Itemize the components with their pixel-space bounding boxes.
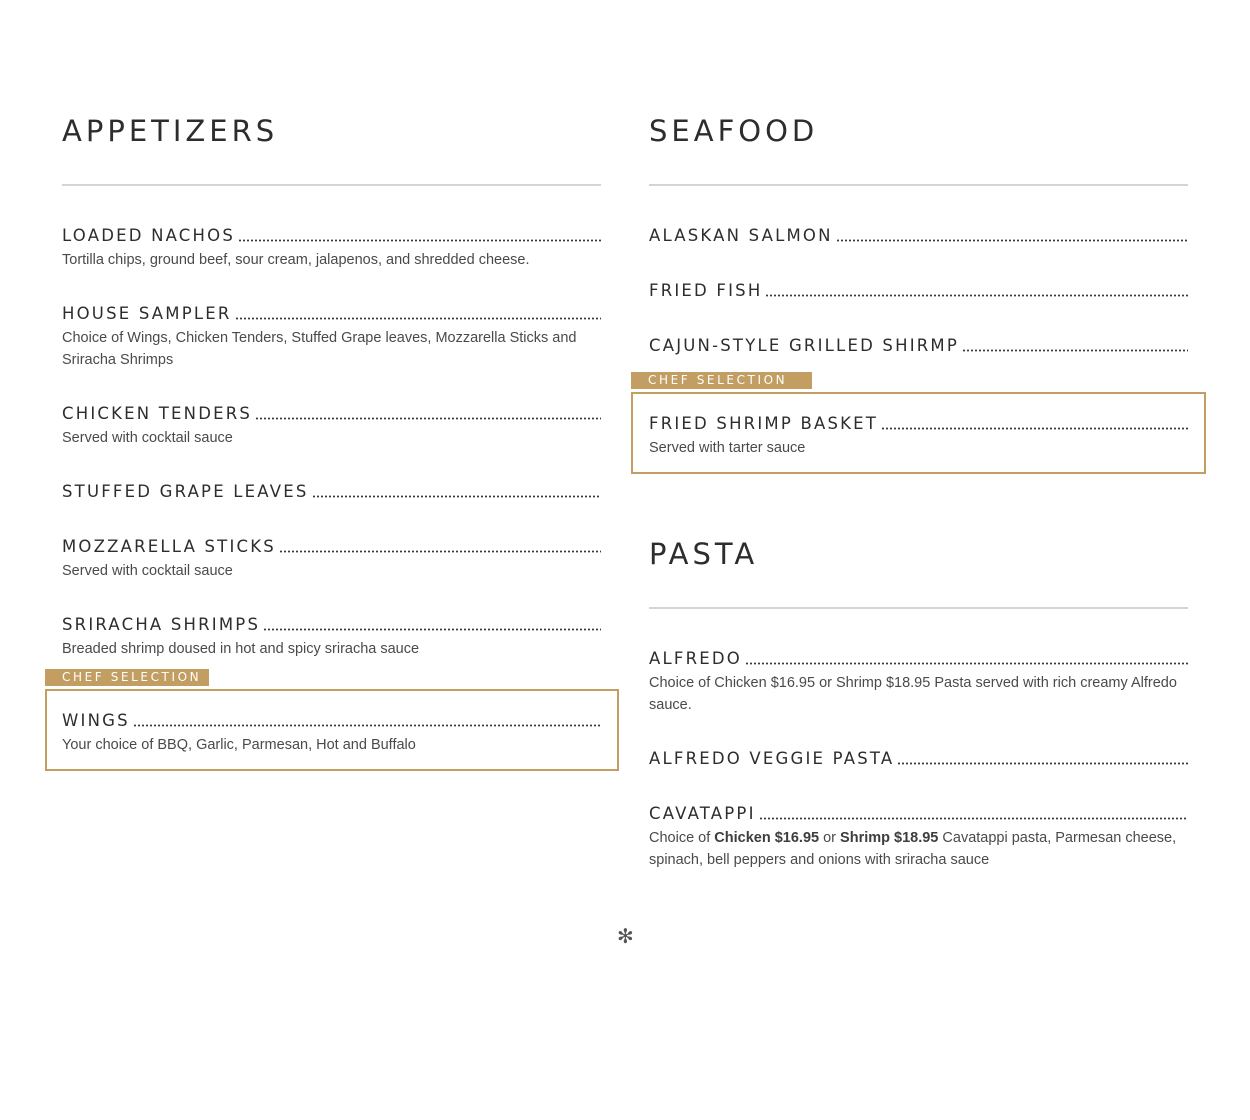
menu-item-stuffed-grape-leaves [62, 480, 601, 504]
item-name: MOZZARELLA STICKS [62, 537, 276, 556]
item-name: CAJUN-STYLE GRILLED SHIRMP [649, 336, 960, 355]
dot-leader [133, 724, 601, 727]
item-description: Served with cocktail sauce [62, 430, 233, 446]
seafood-title: SEAFOOD [649, 114, 819, 148]
menu-item-mozzarella-sticks [62, 535, 601, 582]
desc-text: Cavatappi pasta, Parmesan cheese, spinach, bell peppers and onions with sriracha sauce [649, 830, 1177, 868]
item-description: Served with cocktail sauce [62, 563, 233, 579]
menu-item-fried-shrimp-basket [649, 412, 1188, 459]
item-name: CAVATAPPI [649, 804, 756, 823]
menu-item-alfredo-veggie-pasta [649, 747, 1188, 771]
chef-selection-badge: CHEF SELECTION [631, 372, 812, 389]
dot-leader [263, 628, 601, 631]
menu-item-house-sampler [62, 302, 601, 371]
section-divider [649, 184, 1188, 186]
dot-leader [962, 349, 1188, 352]
seafood-section [649, 111, 1188, 358]
item-name: WINGS [62, 711, 130, 730]
item-description: Choice of Chicken $16.95 or Shrimp $18.95 Pasta served with rich creamy Alfredo sauce. [649, 675, 1177, 713]
item-name: ALASKAN SALMON [649, 226, 833, 245]
dot-leader [279, 550, 601, 553]
menu-item-alfredo [649, 647, 1188, 716]
item-name: LOADED NACHOS [62, 226, 235, 245]
desc-price-chicken: Chicken $16.95 [714, 830, 820, 846]
item-name: STUFFED GRAPE LEAVES [62, 482, 309, 501]
section-divider [649, 607, 1188, 609]
menu-item-fried-fish [649, 279, 1188, 303]
item-name: FRIED FISH [649, 281, 763, 300]
dot-leader [759, 817, 1188, 820]
desc-text: or [819, 830, 841, 846]
item-description: Breaded shrimp doused in hot and spicy sriracha sauce [62, 641, 420, 657]
chef-selection-badge: CHEF SELECTION [45, 669, 209, 686]
item-name: SRIRACHA SHRIMPS [62, 615, 261, 634]
desc-price-shrimp: Shrimp $18.95 [840, 830, 939, 846]
dot-leader [881, 427, 1188, 430]
section-divider [62, 184, 601, 186]
dot-leader [238, 239, 601, 242]
item-description: Served with tarter sauce [649, 440, 806, 456]
menu-item-loaded-nachos [62, 224, 601, 271]
item-name: ALFREDO VEGGIE PASTA [649, 749, 895, 768]
item-description [649, 827, 1188, 871]
menu-item-cajun-shrimp [649, 334, 1188, 358]
dot-leader [897, 762, 1188, 765]
dot-leader [255, 417, 601, 420]
appetizers-section [62, 111, 601, 660]
appetizers-title: APPETIZERS [62, 114, 279, 148]
dot-leader [745, 662, 1188, 665]
item-name: ALFREDO [649, 649, 742, 668]
pasta-title: PASTA [649, 537, 759, 571]
desc-text: Choice of [649, 830, 715, 846]
item-name: HOUSE SAMPLER [62, 304, 232, 323]
asterisk-divider-icon: ✻ [617, 924, 634, 948]
pasta-section [649, 534, 1188, 871]
dot-leader [312, 495, 601, 498]
menu-item-wings [62, 709, 601, 756]
item-name: FRIED SHRIMP BASKET [649, 414, 879, 433]
chef-selection-box [631, 392, 1206, 474]
menu-item-chicken-tenders [62, 402, 601, 449]
item-description: Tortilla chips, ground beef, sour cream, jalapenos, and shredded cheese. [62, 252, 530, 268]
item-name: CHICKEN TENDERS [62, 404, 253, 423]
chef-selection-box [45, 689, 619, 771]
menu-item-cavatappi [649, 802, 1188, 871]
dot-leader [235, 317, 601, 320]
menu-item-alaskan-salmon [649, 224, 1188, 248]
item-description: Choice of Wings, Chicken Tenders, Stuffed Grape leaves, Mozzarella Sticks and Sriracha Shrimps [62, 330, 577, 368]
item-description: Your choice of BBQ, Garlic, Parmesan, Hot and Buffalo [62, 737, 416, 753]
dot-leader [836, 239, 1188, 242]
menu-item-sriracha-shrimps [62, 613, 601, 660]
dot-leader [765, 294, 1188, 297]
